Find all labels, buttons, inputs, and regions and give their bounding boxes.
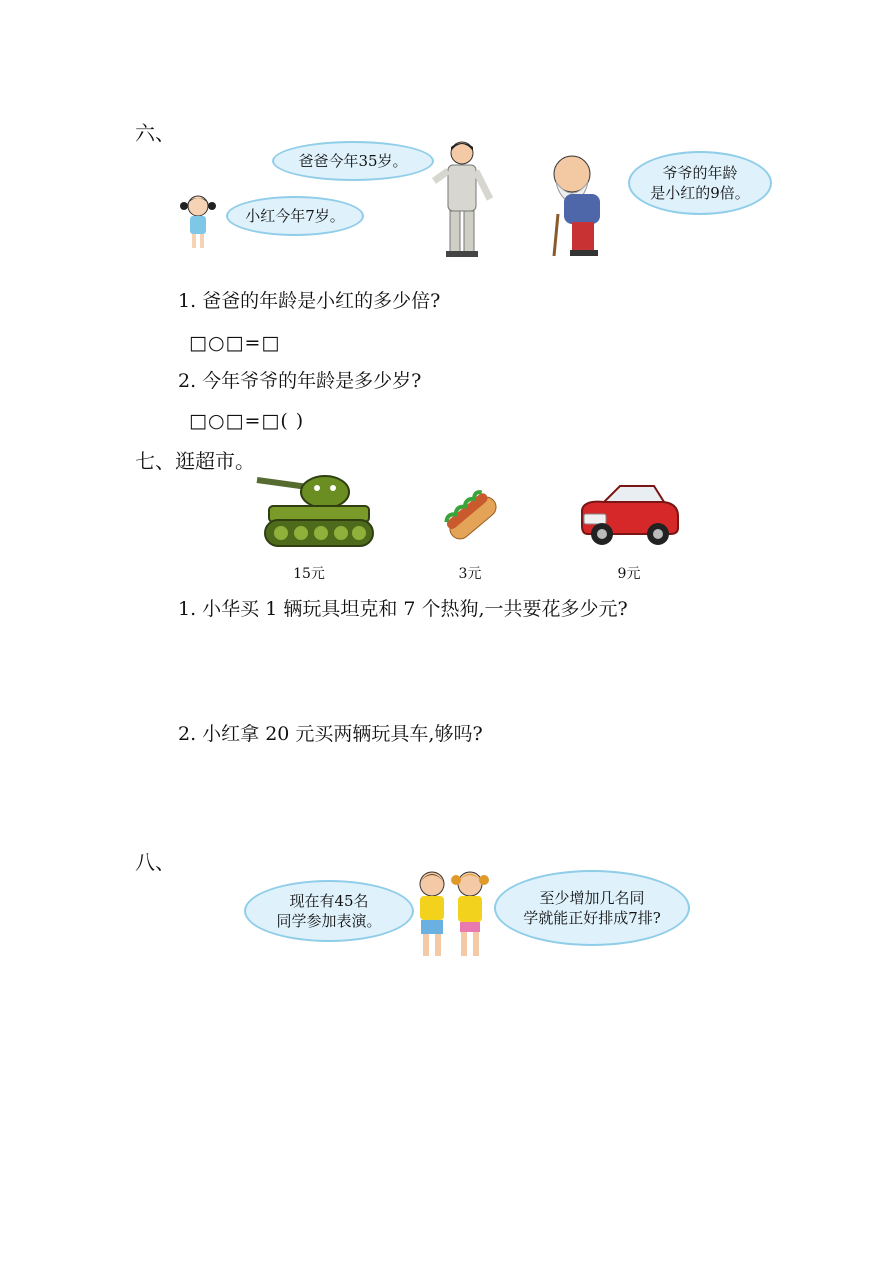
two-children-illustration	[410, 868, 494, 962]
section-eight-heading: 八、	[135, 850, 175, 874]
bubble-grandpa-line1: 爷爷的年龄	[662, 164, 738, 182]
grandpa-illustration	[544, 152, 612, 258]
car-price: 9元	[617, 566, 641, 582]
bubble-girl-text: 小红今年7岁。	[245, 207, 345, 225]
speech-bubble-right	[494, 870, 690, 946]
question-7-2: 2. 小红拿 20 元买两辆玩具车,够吗?	[178, 723, 483, 745]
speech-bubble-girl	[226, 196, 364, 236]
hotdog-image	[444, 490, 502, 546]
father-illustration	[428, 137, 500, 259]
bubble-left-line1: 现在有45名	[289, 892, 369, 910]
tank-price: 15元	[293, 566, 325, 582]
bubble-dad-text: 爸爸今年35岁。	[298, 152, 408, 170]
formula-6-2[interactable]: □○□=□( )	[189, 410, 305, 432]
section-six-heading: 六、	[135, 121, 175, 145]
bubble-left-line2: 同学参加表演。	[276, 912, 382, 930]
section-seven-heading: 七、逛超市。	[135, 449, 255, 473]
speech-bubble-left	[244, 880, 414, 942]
speech-bubble-grandpa	[628, 151, 772, 215]
question-7-1: 1. 小华买 1 辆玩具坦克和 7 个热狗,一共要花多少元?	[178, 598, 628, 620]
question-6-2: 2. 今年爷爷的年龄是多少岁?	[178, 370, 422, 392]
toy-car-image	[578, 480, 682, 550]
bubble-right-line1: 至少增加几名同	[539, 889, 645, 907]
bubble-right-line2: 学就能正好排成7排?	[523, 909, 661, 927]
formula-6-1[interactable]: □○□=□	[189, 332, 281, 354]
girl-illustration	[178, 192, 220, 252]
toy-tank-image	[255, 466, 375, 550]
speech-bubble-dad	[272, 141, 434, 181]
question-6-1: 1. 爸爸的年龄是小红的多少倍?	[178, 290, 441, 312]
hotdog-price: 3元	[458, 566, 482, 582]
bubble-grandpa-line2: 是小红的9倍。	[650, 184, 750, 202]
